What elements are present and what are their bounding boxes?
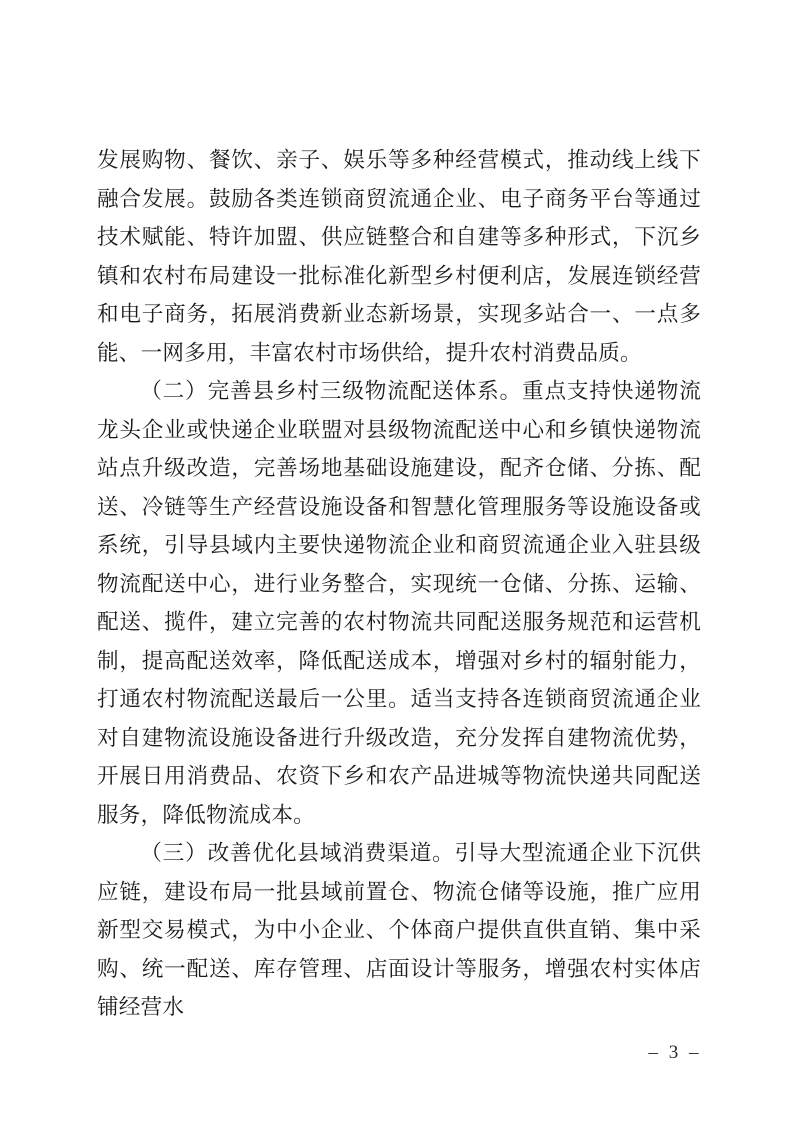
document-body xyxy=(97,141,701,1027)
paragraph-continuation xyxy=(97,141,701,372)
paragraph-section-2 xyxy=(97,372,701,834)
paragraph-heading: （三）改善优化县域消费渠道。 xyxy=(140,841,455,865)
paragraph-text: 引导大型流通企业下沉供应链，建设布局一批县域前置仓、物流仓储等设施，推广应用新型交易模式，为中小企业、个体商户提供直供直销、集中采购、统一配送、库存管理、店面设计等服务，增强农村实体店铺经营水 xyxy=(97,841,701,1019)
paragraph-text: 重点支持快递物流龙头企业或快递企业联盟对县级物流配送中心和乡镇快递物流站点升级改造，完善场地基础设施建设，配齐仓储、分拣、配送、冷链等生产经营设施设备和智慧化管理服务等设施设备或系统，引导县域内主要快递物流企业和商贸流通企业入驻县级物流配送中心，进行业务整合，实现统一仓储、分拣、运输、配送、揽件，建立完善的农村物流共同配送服务规范和运营机制，提高配送效率，降低配送成本，增强对乡村的辐射能力，打通农村物流配送最后一公里。适当支持各连锁商贸流通企业对自建物流设施设备进行升级改造，充分发挥自建物流优势，开展日用消费品、农资下乡和农产品进城等物流快递共同配送服务，降低物流成本。 xyxy=(97,379,701,827)
paragraph-section-3 xyxy=(97,834,701,1027)
paragraph-heading: （二）完善县乡村三级物流配送体系。 xyxy=(140,379,522,403)
page-number: – 3 – xyxy=(648,1042,702,1063)
paragraph-text: 发展购物、餐饮、亲子、娱乐等多种经营模式，推动线上线下融合发展。鼓励各类连锁商贸流通企业、电子商务平台等通过技术赋能、特许加盟、供应链整合和自建等多种形式，下沉乡镇和农村布局建设一批标准化新型乡村便利店，发展连锁经营和电子商务，拓展消费新业态新场景，实现多站合一、一点多能、一网多用，丰富农村市场供给，提升农村消费品质。 xyxy=(97,148,701,365)
